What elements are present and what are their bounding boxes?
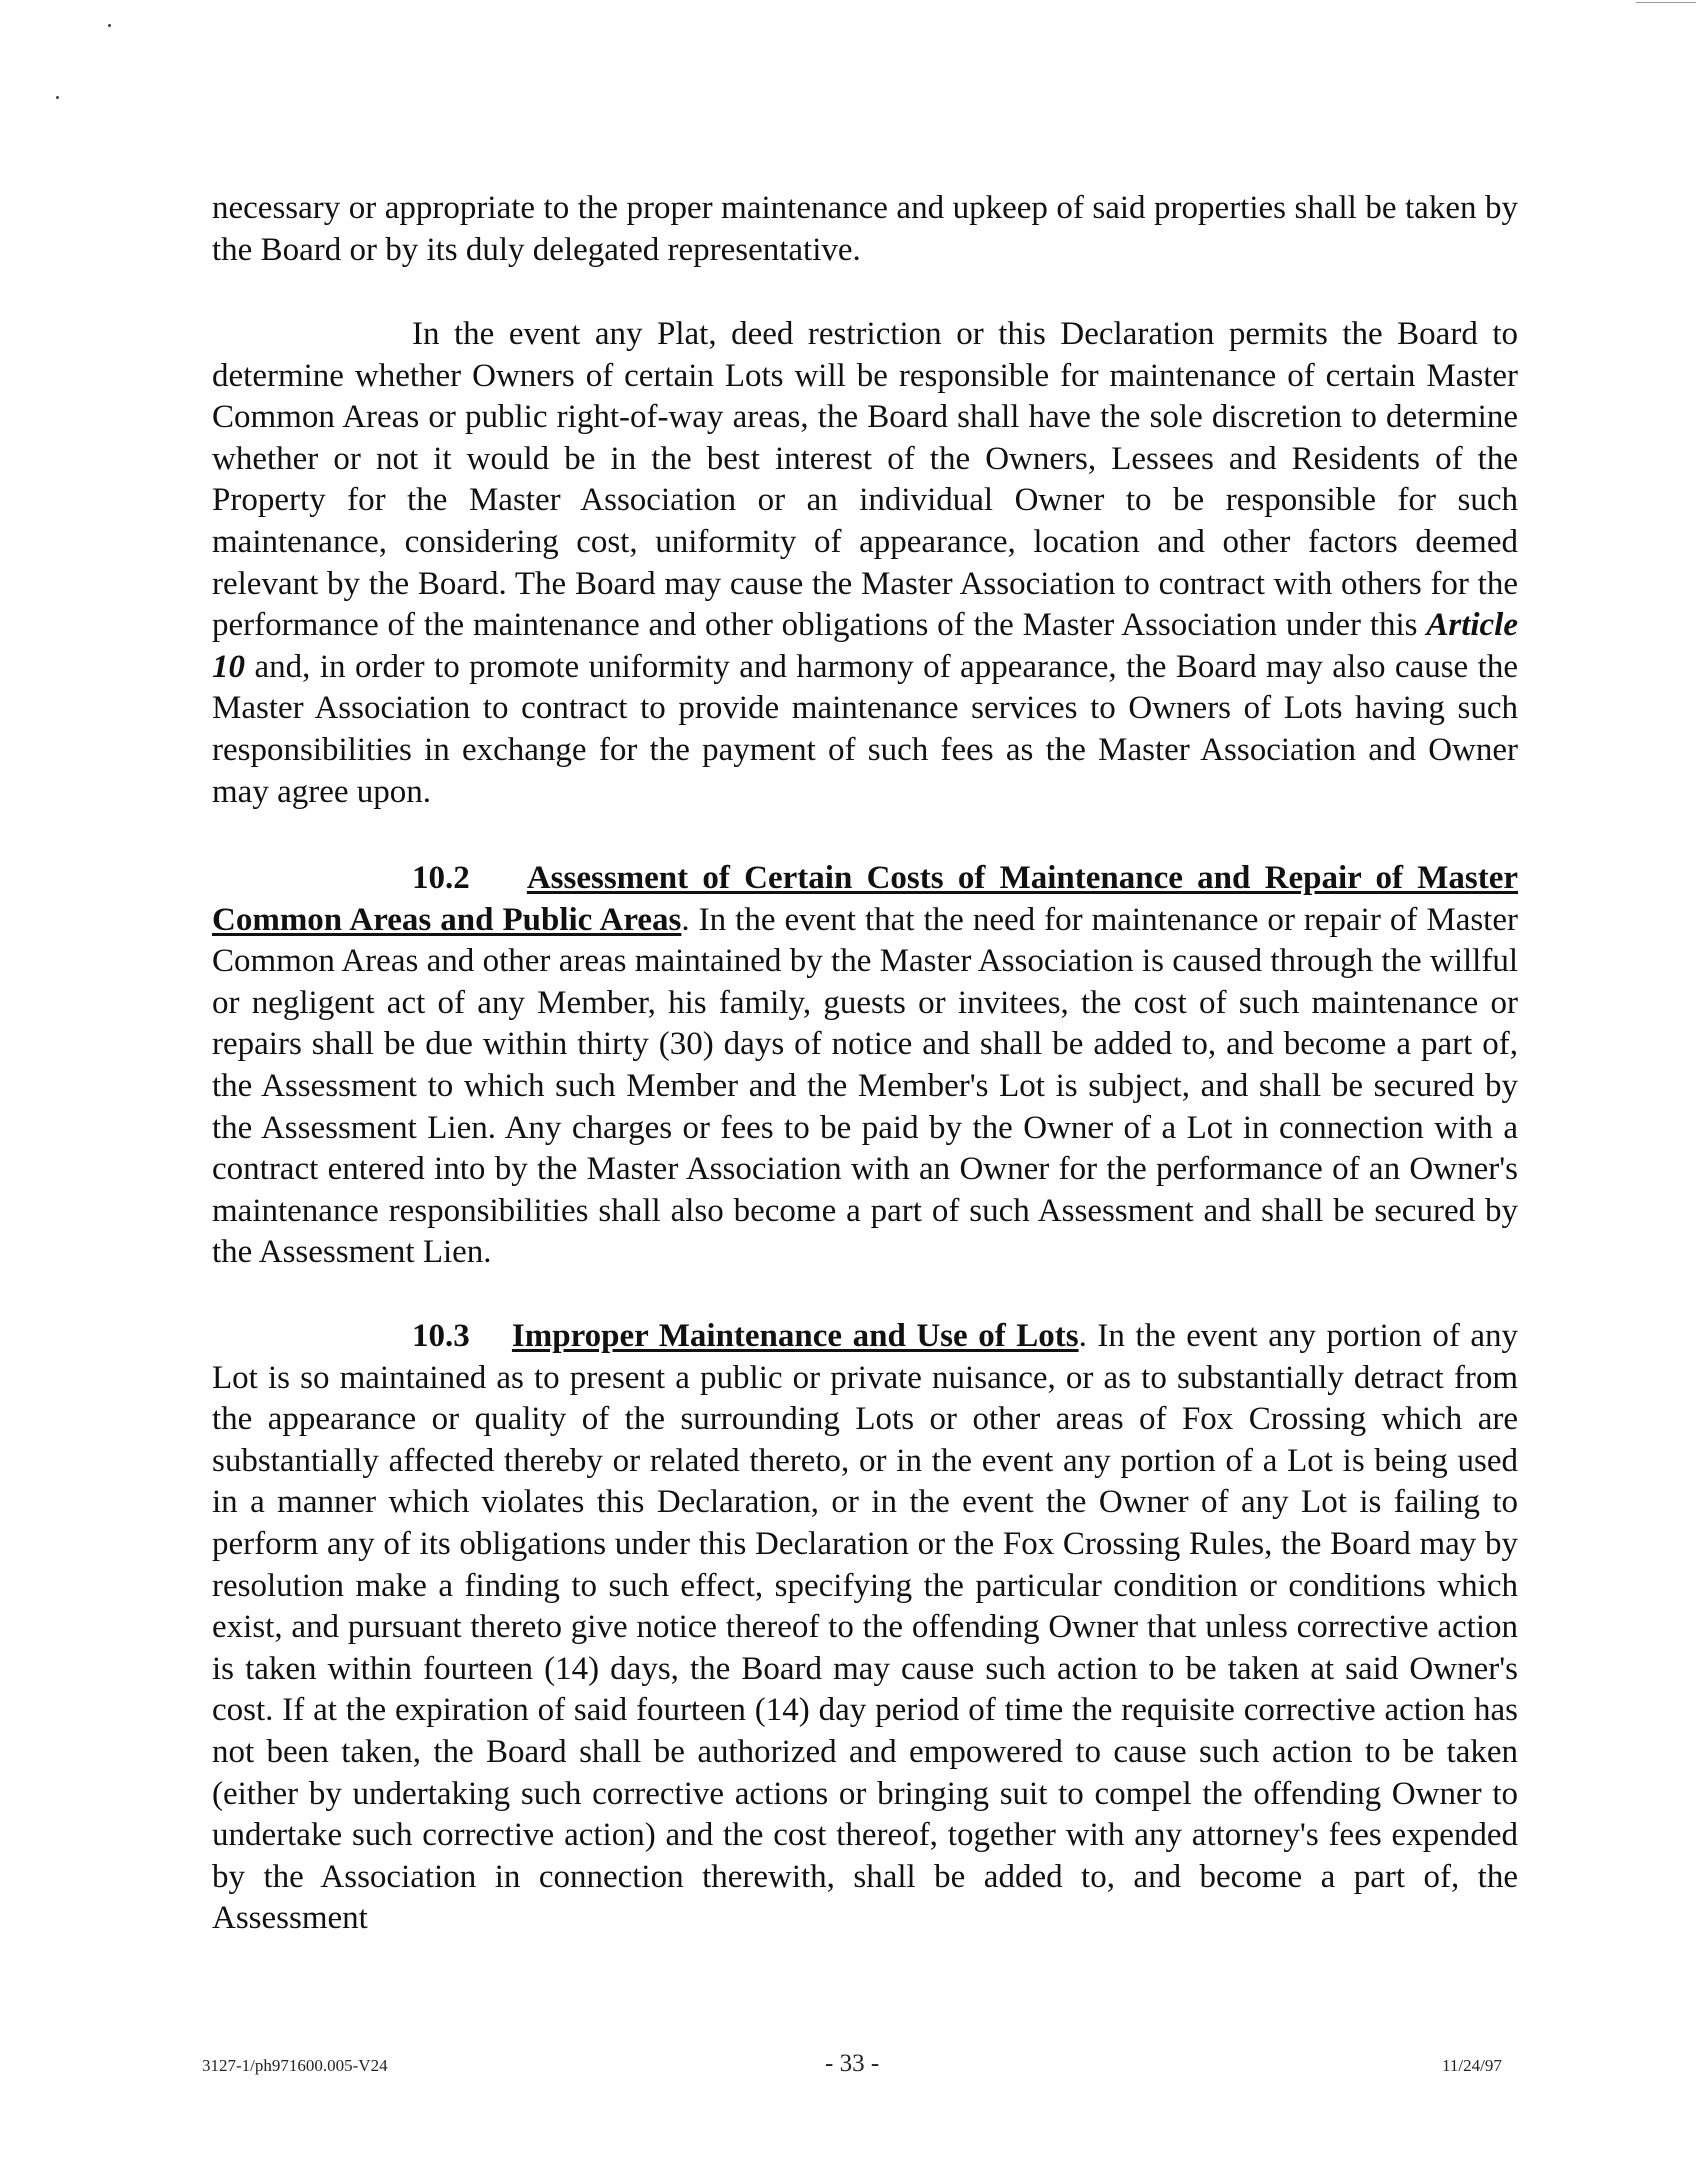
paragraph-board-discretion xyxy=(212,314,1518,813)
footer-document-id: 3127-1/ph971600.005-V24 xyxy=(202,2056,388,2075)
paragraph-text xyxy=(212,314,1518,813)
section-body: . In the event that the need for maintenance or repair of Master Common Areas and other areas maintained by the Master Association is caused through the willful or negligent act of any Member, his family, guests or invitees, the cost of such maintenance or repairs shall be due within thirty (30) days of notice and shall be added to, and become a part of, the Assessment to which such Member and the Member's Lot is subject, and shall be secured by the Assessment Lien. Any charges or fees to be paid by the Owner of a Lot in connection with a contract entered into by the Master Association with an Owner for the performance of an Owner's maintenance responsibilities shall also become a part of such Assessment and shall be secured by the Assessment Lien. xyxy=(212,901,1518,1271)
section-10-2 xyxy=(212,858,1518,1274)
footer-page-number: - 33 - xyxy=(825,2050,880,2077)
scan-speck xyxy=(108,24,111,27)
article-reference: Article 10 xyxy=(212,607,1518,685)
paragraph-text-part: and, in order to promote uniformity and harmony of appearance, the Board may also cause the Master Association to contract to provide maintenance services to Owners of Lots having such responsibilities in exchange for the payment of such fees as the Master Association and Owner may agree upon. xyxy=(212,648,1518,810)
paragraph-continuation xyxy=(212,188,1518,271)
section-number: 10.3 xyxy=(412,1318,470,1354)
paragraph-text-part: In the event any Plat, deed restriction or this Declaration permits the Board to determine whether Owners of certain Lots will be responsible for maintenance of certain Master Common Areas or public right-of-way areas, the Board shall have the sole discretion to determine whether or not it would be in the best interest of the Owners, Lessees and Residents of the Property for the Master Association or an individual Owner to be responsible for such maintenance, considering cost, uniformity of appearance, location and other factors deemed relevant by the Board. The Board may cause the Master Association to contract with others for the performance of the maintenance and other obligations of the Master Association under this xyxy=(212,316,1518,644)
section-10-3 xyxy=(212,1316,1518,1940)
footer-date: 11/24/97 xyxy=(1442,2056,1502,2075)
scan-speck xyxy=(56,96,59,99)
paragraph-text: necessary or appropriate to the proper maintenance and upkeep of said properties shall be taken by the Board or by its duly delegated representative. xyxy=(212,190,1518,268)
section-paragraph xyxy=(212,1316,1518,1940)
scan-artifact-line xyxy=(1636,2,1696,3)
section-number: 10.2 xyxy=(412,860,470,896)
section-body: . In the event any portion of any Lot is so maintained as to present a public or private nuisance, or as to substantially detract from the appearance or quality of the surrounding Lots or other areas of Fox Crossing which are substantially affected thereby or related thereto, or in the event any portion of a Lot is being used in a manner which violates this Declaration, or in the event the Owner of any Lot is failing to perform any of its obligations under this Declaration or the Fox Crossing Rules, the Board may by resolution make a finding to such effect, specifying the particular condition or conditions which exist, and pursuant thereto give notice thereof to the offending Owner that unless corrective action is taken within fourteen (14) days, the Board may cause such action to be taken at said Owner's cost. If at the expiration of said fourteen (14) day period of time the requisite corrective action has not been taken, the Board shall be authorized and empowered to cause such action to be taken (either by undertaking such corrective actions or bringing suit to compel the offending Owner to undertake such corrective action) and the cost thereof, together with any attorney's fees expended by the Association in connection therewith, shall be added to, and become a part of, the Assessment xyxy=(212,1318,1518,1937)
section-paragraph xyxy=(212,858,1518,1274)
section-title: Assessment of Certain Costs of Maintenance and Repair of Master Common Areas and Public Areas xyxy=(212,860,1518,938)
section-title: Improper Maintenance and Use of Lots xyxy=(511,1318,1079,1354)
